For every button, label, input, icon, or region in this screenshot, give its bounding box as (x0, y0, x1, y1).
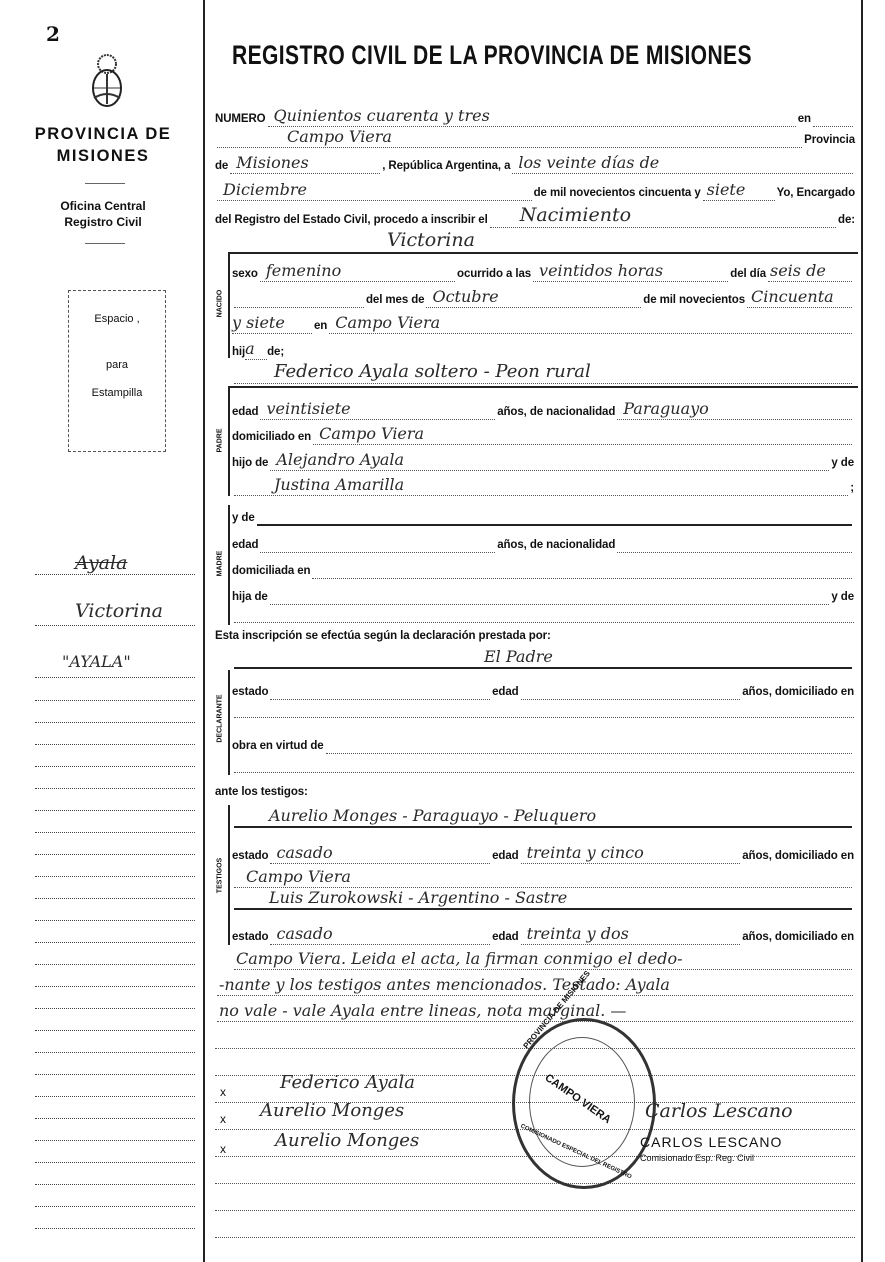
row-cierre-2 (215, 972, 855, 996)
value-provincia: Misiones (236, 153, 309, 172)
field-testigo2 (234, 888, 852, 910)
label-yo-encargado: Yo, Encargado (776, 187, 855, 199)
row-madre-domicilio (232, 555, 854, 579)
signature-testigo: Aurelio Monges (260, 1100, 405, 1121)
row-testigo1-domicilio (232, 864, 854, 888)
field-provincia (230, 153, 380, 174)
label-estado: estado (232, 931, 269, 943)
label-de: de (215, 160, 229, 172)
field-sexo (260, 261, 455, 282)
field-madre-domicilio (312, 558, 852, 579)
label-hij: hij (232, 346, 246, 358)
label-de-semicolon: de; (267, 346, 285, 358)
section-label-testigos: TESTIGOS (216, 857, 224, 894)
margin-line (35, 920, 195, 921)
label-de-colon: de: (838, 214, 855, 226)
field-testigo2-edad (521, 924, 741, 945)
signature-mark: x (220, 1142, 226, 1156)
signature-mark: x (220, 1085, 226, 1099)
stamp-box (68, 290, 166, 452)
label-anos-nacionalidad: años, de nacionalidad (497, 406, 616, 418)
margin-line (35, 832, 195, 833)
margin-line (35, 1008, 195, 1009)
section-rule (228, 252, 858, 254)
value-padre-edad: veintisiete (266, 399, 351, 418)
margin-line (35, 766, 195, 767)
value-testigo1-domicilio: Campo Viera (246, 867, 351, 886)
official-title: Comisionado Esp. Reg. Civil (640, 1153, 755, 1163)
field-anio-nac-2 (232, 313, 312, 334)
label-semicolon: ; (850, 482, 854, 494)
province-line2: MISIONES (56, 147, 150, 165)
label-y-de: y de (831, 591, 854, 603)
value-mes: Diciembre (223, 180, 308, 199)
margin-note-struck: Ayala (75, 552, 128, 574)
label-ante-testigos: ante los testigos: (215, 786, 308, 798)
official-seal (512, 968, 656, 1189)
margin-line (35, 942, 195, 943)
value-nombre: Victorina (387, 229, 475, 251)
field-mes-nac (426, 287, 641, 308)
page-number: 2 (46, 22, 60, 46)
row-mes-nac (232, 284, 854, 308)
margin-line (35, 574, 195, 575)
row-padre-domicilio (232, 421, 854, 445)
margin-line (35, 1052, 195, 1053)
label-provincia: Provincia (804, 134, 855, 146)
value-anio-nac-2: y siete (232, 313, 285, 332)
row-testigo1 (232, 804, 854, 828)
label-edad: edad (492, 850, 519, 862)
field-padre-madre (234, 475, 848, 496)
row-hija-de (232, 336, 854, 360)
label-domiciliado-en: domiciliado en (232, 431, 312, 443)
label-republica: , República Argentina, a (382, 160, 511, 172)
label-edad: edad (492, 686, 519, 698)
field-cierre-1 (234, 949, 852, 970)
label-de-mil-nac: de mil novecientos (643, 294, 745, 306)
row-provincia (215, 150, 855, 174)
section-label-madre: MADRE (216, 550, 224, 577)
stamp-box-line: Estampilla (91, 387, 143, 399)
margin-line (35, 1162, 195, 1163)
value-dia-nac: seis de (770, 261, 826, 280)
signature-padre: Federico Ayala (280, 1072, 415, 1093)
blank-line (234, 622, 854, 623)
row-cierre-1 (232, 946, 854, 970)
value-padre-domicilio: Campo Viera (319, 424, 425, 443)
label-obra: obra en virtud de (232, 740, 324, 752)
label-domiciliada-en: domiciliada en (232, 565, 311, 577)
margin-line (35, 1184, 195, 1185)
field-testigo1-domicilio (234, 867, 852, 888)
document-title: REGISTRO CIVIL DE LA PROVINCIA DE MISIONES (232, 40, 752, 70)
field-anio-nac (747, 287, 852, 308)
margin-line (35, 722, 195, 723)
row-padre-hijo-de (232, 447, 854, 471)
field-declarante-edad (521, 679, 741, 700)
value-declarante: El Padre (484, 647, 553, 666)
value-hora: veintidos horas (539, 261, 664, 280)
signature-official: Carlos Lescano (645, 1100, 793, 1122)
field-declarante (234, 647, 852, 669)
field-cierre-3 (217, 1001, 853, 1022)
value-testigo2-estado: casado (276, 924, 333, 943)
blank-line (215, 1237, 855, 1238)
value-testigo1-edad: treinta y cinco (526, 843, 644, 862)
blank-line (215, 1183, 855, 1184)
value-anio-nac: Cincuenta (751, 287, 834, 306)
testigos-bracket (228, 805, 230, 945)
label-y-de: y de (232, 512, 255, 524)
section-label-padre: PADRE (216, 428, 224, 453)
value-testigo1-estado: casado (276, 843, 333, 862)
blank-line (234, 772, 854, 773)
field-cierre-2 (217, 975, 853, 996)
row-madre-edad (232, 529, 854, 553)
province-name (0, 123, 206, 167)
seal-text-outer: PROVINCIA DE MISIONES (521, 968, 592, 1051)
margin-note-name: Victorina (75, 600, 163, 622)
label-hija-de: hija de (232, 591, 268, 603)
coat-of-arms-icon (90, 50, 124, 117)
value-sexo: femenino (265, 261, 342, 280)
row-lugar-nac (232, 310, 854, 334)
margin-line (35, 986, 195, 987)
field-dia-nac (768, 261, 852, 282)
label-ocurrido: ocurrido a las (457, 268, 532, 280)
office-name (0, 198, 206, 230)
field-lugar-nac (329, 313, 852, 334)
row-testigo2 (232, 886, 854, 910)
row-padre-madre (232, 472, 854, 496)
field-declarante-estado (270, 679, 490, 700)
field-madre-padres (270, 584, 830, 605)
field-anio (703, 180, 775, 201)
margin-line (35, 964, 195, 965)
margin-line (35, 677, 195, 678)
label-edad: edad (232, 406, 259, 418)
field-mes (217, 180, 532, 201)
field-localidad (217, 127, 802, 148)
field-testigo1-edad (521, 843, 741, 864)
margin-line (35, 700, 195, 701)
field-padre (234, 363, 852, 384)
field-acto (490, 204, 836, 228)
row-declarante (232, 645, 854, 669)
field-padre-edad (260, 399, 495, 420)
divider (85, 183, 125, 184)
row-cierre-3 (215, 998, 855, 1022)
value-numero: Quinientos cuarenta y tres (273, 106, 490, 125)
blank-line (234, 717, 854, 718)
field-nombre (217, 229, 853, 252)
label-edad: edad (492, 931, 519, 943)
seal-text-inner: CAMPO VIERA (542, 1071, 614, 1127)
label-en: en (797, 113, 811, 125)
field-testigo1-estado (270, 843, 490, 864)
province-line1: PROVINCIA DE (34, 125, 172, 143)
nacido-bracket (228, 254, 230, 358)
field-padre-padre (270, 450, 829, 471)
label-sexo: sexo (232, 268, 258, 280)
margin-line (35, 1140, 195, 1141)
margin-line (35, 1096, 195, 1097)
label-edad: edad (232, 539, 259, 551)
value-hija-suffix: a (245, 339, 255, 358)
row-acto (215, 204, 855, 228)
blank-line (215, 1210, 855, 1211)
label-estado: estado (232, 686, 269, 698)
row-testigo1-estado (232, 840, 854, 864)
margin-line (35, 898, 195, 899)
value-cierre-1: Campo Viera. Leida el acta, la firman conmigo el dedo- (236, 949, 683, 968)
value-padre-nac: Paraguayo (623, 399, 709, 418)
column-divider (203, 0, 205, 1262)
row-padre-nombre (232, 360, 854, 384)
label-numero: NUMERO (215, 113, 266, 125)
label-del-mes: del mes de (366, 294, 425, 306)
madre-bracket (228, 505, 230, 625)
value-mes-nac: Octubre (432, 287, 499, 306)
value-anio: siete (706, 180, 746, 199)
field-madre-edad (260, 532, 495, 553)
margin-line (35, 810, 195, 811)
signature-testigo: Aurelio Monges (275, 1130, 420, 1151)
value-lugar-nac: Campo Viera (335, 313, 441, 332)
label-hijo-de: hijo de (232, 457, 269, 469)
declarante-bracket (228, 670, 230, 775)
label-y-de: y de (831, 457, 854, 469)
field-madre-nac (617, 532, 852, 553)
label-en-lugar: en (314, 320, 328, 332)
signature-mark: x (220, 1112, 226, 1126)
value-testigo2-edad: treinta y dos (526, 924, 629, 943)
margin-line (35, 788, 195, 789)
margin-line (35, 744, 195, 745)
label-anos-nacionalidad: años, de nacionalidad (497, 539, 616, 551)
value-padre-madre: Justina Amarilla (274, 475, 405, 494)
official-name: CARLOS LESCANO (640, 1134, 783, 1150)
value-padre-padre: Alejandro Ayala (276, 450, 405, 469)
label-anos-domiciliado: años, domiciliado en (742, 686, 855, 698)
field-dia (512, 153, 853, 174)
margin-line (35, 854, 195, 855)
label-anos-domiciliado: años, domiciliado en (742, 931, 855, 943)
field-madre (257, 504, 852, 526)
value-dia: los veinte días de (518, 153, 660, 172)
right-border (861, 0, 863, 1262)
field-padre-nac (617, 399, 852, 420)
margin-line (35, 1074, 195, 1075)
field-hora (533, 261, 728, 282)
field-obra (326, 733, 852, 754)
margin-line (35, 625, 195, 626)
row-localidad (215, 124, 855, 148)
label-de-mil: de mil novecientos cincuenta y (533, 187, 701, 199)
label-del-dia: del día (730, 268, 766, 280)
stamp-box-line: Espacio , (94, 313, 140, 325)
section-label-nacido: NACIDO (216, 289, 224, 318)
value-testigo1: Aurelio Monges - Paraguayo - Peluquero (269, 806, 597, 825)
value-cierre-2: -nante y los testigos antes mencionados. Testado: Ayala (219, 975, 670, 994)
label-anos-domiciliado: años, domiciliado en (742, 850, 855, 862)
row-sexo (232, 258, 854, 282)
value-cierre-3: no vale - vale Ayala entre lineas, nota marginal. — (219, 1001, 627, 1020)
row-testigo2-estado (232, 921, 854, 945)
office-line1: Oficina Central (60, 199, 146, 213)
field-hija-suffix (245, 339, 267, 360)
margin-line (35, 876, 195, 877)
row-madre-hija-de (232, 581, 854, 605)
padre-bracket (228, 388, 230, 496)
label-inscripcion: Esta inscripción se efectúa según la declaración prestada por: (215, 630, 551, 642)
row-padre-edad (232, 396, 854, 420)
row-obra (232, 730, 854, 754)
stamp-box-line: para (105, 359, 129, 371)
field-blank (234, 287, 364, 308)
divider (85, 243, 125, 244)
office-line2: Registro Civil (64, 215, 142, 229)
seal-text-bottom: COMISIONADO ESPECIAL DEL REGISTRO (519, 1123, 633, 1181)
field-padre-domicilio (313, 424, 852, 445)
label-del-registro: del Registro del Estado Civil, procedo a inscribir el (215, 214, 488, 226)
value-testigo2: Luis Zurokowski - Argentino - Sastre (269, 888, 568, 907)
margin-line (35, 1228, 195, 1229)
field-testigo1 (234, 806, 852, 828)
section-label-declarante: DECLARANTE (216, 694, 224, 743)
row-fecha (215, 177, 855, 201)
section-rule (228, 386, 858, 388)
row-nombre (215, 228, 855, 252)
margin-note-surname: "AYALA" (62, 652, 131, 671)
value-acto: Nacimiento (519, 204, 632, 226)
field-testigo2-estado (270, 924, 490, 945)
margin-line (35, 1206, 195, 1207)
row-madre-nombre (232, 502, 854, 526)
label-estado: estado (232, 850, 269, 862)
value-localidad: Campo Viera (287, 127, 392, 146)
value-padre: Federico Ayala soltero - Peon rural (274, 361, 591, 382)
margin-line (35, 1030, 195, 1031)
margin-line (35, 1118, 195, 1119)
row-declarante-estado (232, 676, 854, 700)
